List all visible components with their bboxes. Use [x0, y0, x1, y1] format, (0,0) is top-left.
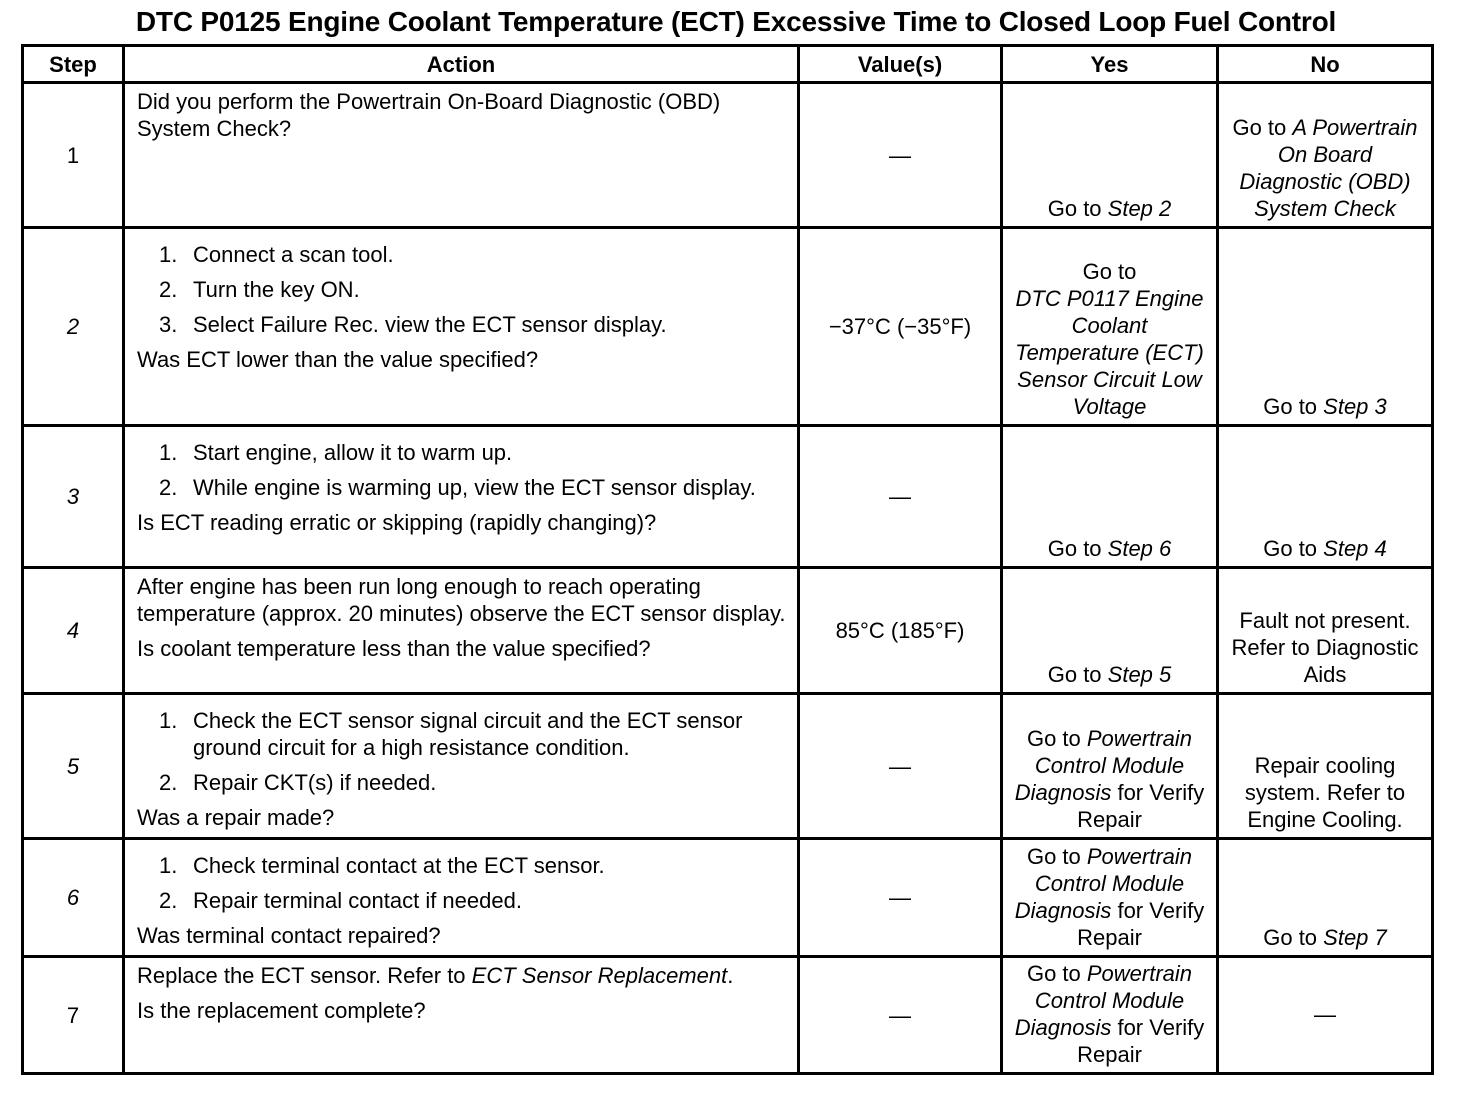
- no-prefix: Go to: [1263, 394, 1324, 419]
- action-cell: [124, 568, 799, 694]
- yes-cell: [1002, 694, 1218, 839]
- list-item: 2. While engine is warming up, view the ECT sensor display.: [159, 475, 756, 500]
- header-action: Action: [124, 46, 799, 83]
- step-number: 2: [23, 228, 124, 426]
- no-cell: [1218, 426, 1433, 568]
- yes-cell: [1002, 426, 1218, 568]
- action-steps: [137, 707, 787, 796]
- no-link[interactable]: A Powertrain On Board Diagnostic (OBD) System Check: [1239, 115, 1418, 221]
- action-question: Was a repair made?: [137, 805, 335, 830]
- yes-prefix: Go to: [1026, 961, 1087, 986]
- action-cell: [124, 426, 799, 568]
- step-number: 1: [23, 83, 124, 228]
- no-cell: [1218, 839, 1433, 957]
- step-number: 6: [23, 839, 124, 957]
- value-cell: —: [799, 83, 1002, 228]
- action-text: Did you perform the Powertrain On-Board Diagnostic (OBD) System Check?: [137, 89, 721, 141]
- yes-link[interactable]: DTC P0117 Engine Coolant Temperature (ECT) Sensor Circuit Low Voltage: [1015, 286, 1204, 419]
- list-item: 2. Repair CKT(s) if needed.: [159, 770, 437, 795]
- no-link[interactable]: Step 4: [1323, 536, 1387, 561]
- no-text: —: [1314, 1001, 1336, 1027]
- step-number: 3: [23, 426, 124, 568]
- table-row: [23, 426, 1433, 568]
- list-item: 1. Connect a scan tool.: [159, 242, 394, 267]
- yes-link[interactable]: Powertrain Control Module Diagnosis: [1014, 726, 1193, 805]
- action-question: Is the replacement complete?: [137, 998, 426, 1023]
- action-steps: [137, 439, 787, 501]
- value-cell: —: [799, 694, 1002, 839]
- action-cell: [124, 694, 799, 839]
- table-row: [23, 228, 1433, 426]
- no-prefix: Go to: [1232, 115, 1293, 140]
- action-steps: [137, 241, 787, 338]
- list-item: 2. Turn the key ON.: [159, 277, 360, 302]
- action-question: Was ECT lower than the value specified?: [137, 347, 539, 372]
- no-cell: [1218, 694, 1433, 839]
- value-cell: —: [799, 426, 1002, 568]
- no-cell: [1218, 228, 1433, 426]
- header-values: Value(s): [799, 46, 1002, 83]
- action-steps: [137, 852, 787, 914]
- page-title: DTC P0125 Engine Coolant Temperature (ECT) Excessive Time to Closed Loop Fuel Control: [135, 6, 1337, 37]
- step-number: 4: [23, 568, 124, 694]
- list-item: 2. Repair terminal contact if needed.: [159, 888, 522, 913]
- no-link[interactable]: Step 3: [1323, 394, 1387, 419]
- yes-suffix: for Verify Repair: [1077, 1015, 1205, 1067]
- replacement-link[interactable]: ECT Sensor Replacement: [471, 963, 728, 988]
- yes-prefix: Go to: [1047, 196, 1108, 221]
- step-number: 7: [23, 957, 124, 1074]
- yes-suffix: for Verify Repair: [1077, 898, 1205, 950]
- no-cell: [1218, 568, 1433, 694]
- action-cell: [124, 957, 799, 1074]
- table-row: [23, 568, 1433, 694]
- no-link[interactable]: Step 7: [1323, 925, 1387, 950]
- value-cell: 85°C (185°F): [799, 568, 1002, 694]
- table-row: [23, 694, 1433, 839]
- action-question: Was terminal contact repaired?: [137, 923, 441, 948]
- no-cell: [1218, 83, 1433, 228]
- header-row: [23, 46, 1433, 83]
- list-item: 3. Select Failure Rec. view the ECT sensor display.: [159, 312, 667, 337]
- value-cell: −37°C (−35°F): [799, 228, 1002, 426]
- yes-cell: [1002, 228, 1218, 426]
- yes-link[interactable]: Powertrain Control Module Diagnosis: [1014, 844, 1193, 923]
- yes-link[interactable]: Step 5: [1107, 662, 1172, 687]
- table-row: [23, 83, 1433, 228]
- yes-link[interactable]: Powertrain Control Module Diagnosis: [1014, 961, 1193, 1040]
- step-number: 5: [23, 694, 124, 839]
- yes-prefix: Go to: [1026, 844, 1087, 869]
- no-prefix: Go to: [1263, 925, 1324, 950]
- yes-prefix: Go to: [1047, 662, 1108, 687]
- list-item: 1. Check the ECT sensor signal circuit and the ECT sensor ground circuit for a high resistance condition.: [159, 708, 743, 760]
- yes-prefix: Go to: [1047, 536, 1108, 561]
- diagnostic-table: [21, 44, 1434, 1075]
- table-row: [23, 957, 1433, 1074]
- action-cell: [124, 839, 799, 957]
- no-cell: [1218, 957, 1433, 1074]
- yes-link[interactable]: Step 2: [1107, 196, 1172, 221]
- action-text: After engine has been run long enough to reach operating temperature (approx. 20 minutes) observe the ECT sensor display.: [137, 574, 786, 626]
- no-text: Fault not present. Refer to Diagnostic Aids: [1231, 608, 1419, 687]
- no-prefix: Go to: [1263, 536, 1324, 561]
- yes-link[interactable]: Step 6: [1107, 536, 1172, 561]
- list-item: 1. Check terminal contact at the ECT sensor.: [159, 853, 605, 878]
- list-item: 1. Start engine, allow it to warm up.: [159, 440, 513, 465]
- header-step: Step: [23, 46, 124, 83]
- yes-cell: [1002, 568, 1218, 694]
- action-question: Is ECT reading erratic or skipping (rapidly changing)?: [137, 510, 657, 535]
- value-cell: —: [799, 957, 1002, 1074]
- header-no: No: [1218, 46, 1433, 83]
- action-cell: [124, 228, 799, 426]
- action-cell: [124, 83, 799, 228]
- table-row: [23, 839, 1433, 957]
- yes-suffix: for Verify Repair: [1077, 780, 1205, 832]
- yes-cell: [1002, 83, 1218, 228]
- yes-cell: [1002, 957, 1218, 1074]
- yes-cell: [1002, 839, 1218, 957]
- yes-prefix: Go to: [1082, 259, 1137, 284]
- action-question: Is coolant temperature less than the value specified?: [137, 636, 651, 661]
- yes-prefix: Go to: [1026, 726, 1087, 751]
- action-text: Replace the ECT sensor. Refer to ECT Sensor Replacement.: [137, 963, 734, 988]
- no-text: Repair cooling system. Refer to Engine Cooling.: [1244, 753, 1406, 832]
- header-yes: Yes: [1002, 46, 1218, 83]
- value-cell: —: [799, 839, 1002, 957]
